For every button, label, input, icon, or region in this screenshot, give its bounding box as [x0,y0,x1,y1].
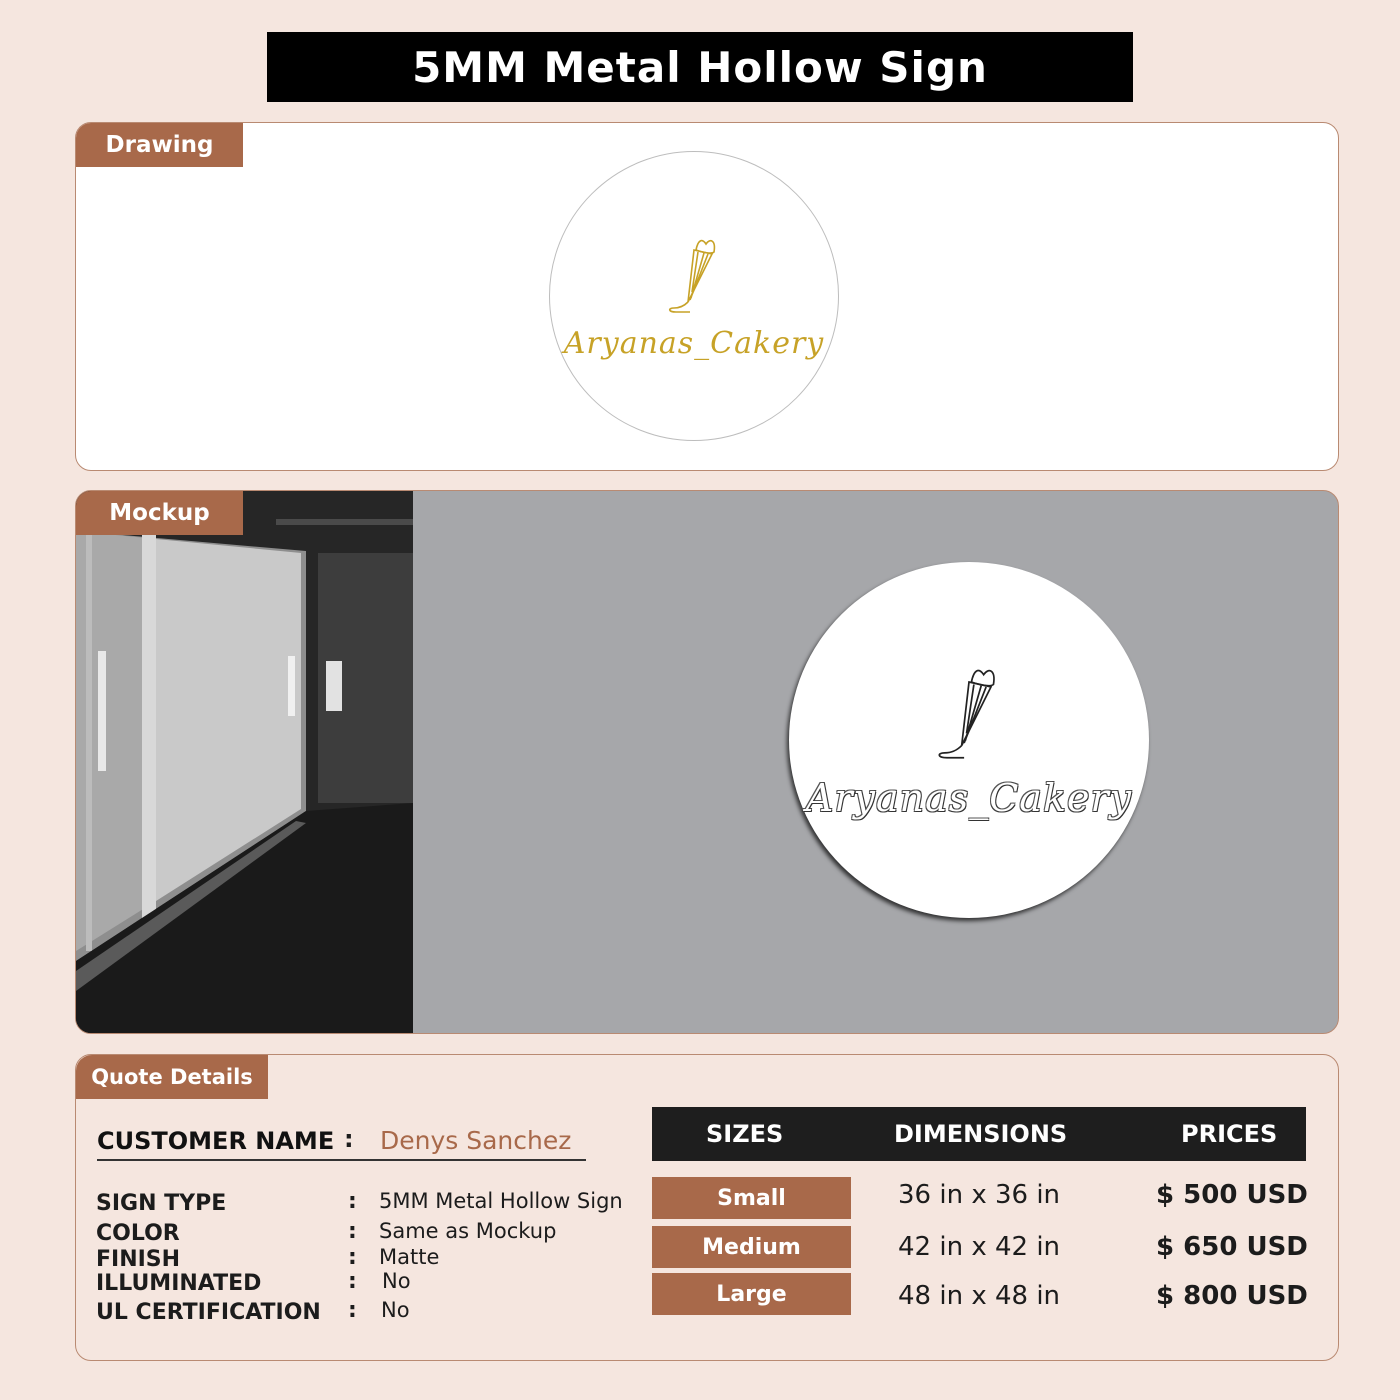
spec-label: COLOR [96,1221,180,1246]
quote-panel [75,1054,1339,1361]
spec-value: No [382,1269,411,1293]
size-small-button[interactable]: Small [652,1177,851,1219]
quote-tab: Quote Details [76,1055,268,1099]
spec-value: Matte [379,1245,440,1269]
spec-value: No [381,1298,410,1322]
price-small: $ 500 USD [1156,1180,1308,1210]
spec-colon: : [348,1298,357,1323]
dimension-small: 36 in x 36 in [898,1180,1061,1210]
spec-label: FINISH [96,1247,181,1272]
office-interior-image [76,491,413,1034]
mockup-panel [75,490,1339,1034]
mockup-logo-text: Aryanas_Cakery [805,776,1133,820]
price-large: $ 800 USD [1156,1281,1308,1311]
header-prices: PRICES [1181,1120,1278,1148]
spec-value: 5MM Metal Hollow Sign [379,1189,623,1213]
drawing-panel [75,122,1339,471]
spec-colon: : [348,1245,357,1270]
customer-colon: : [344,1125,354,1153]
price-table-header [652,1107,1306,1161]
drawing-logo-text: Aryanas_Cakery [563,325,825,361]
size-large-button[interactable]: Large [652,1273,851,1315]
drawing-tab: Drawing [76,123,243,167]
spec-value: Same as Mockup [379,1219,557,1243]
dimension-large: 48 in x 48 in [898,1281,1061,1311]
spec-label: UL CERTIFICATION [96,1300,321,1325]
spec-colon: : [348,1269,357,1294]
piping-bag-icon [919,660,1019,770]
mockup-sign-circle [789,562,1149,918]
header-dimensions: DIMENSIONS [894,1120,1068,1148]
spec-label: ILLUMINATED [96,1271,262,1296]
drawing-logo-circle [549,151,839,441]
customer-name-label: CUSTOMER NAME [97,1127,335,1155]
header-sizes: SIZES [706,1120,784,1148]
mockup-tab: Mockup [76,491,243,535]
dimension-medium: 42 in x 42 in [898,1232,1061,1262]
spec-label: SIGN TYPE [96,1191,227,1216]
customer-name-value: Denys Sanchez [380,1126,572,1155]
customer-underline [97,1159,586,1161]
spec-colon: : [348,1189,357,1214]
piping-bag-icon [654,232,734,322]
size-medium-button[interactable]: Medium [652,1226,851,1268]
price-medium: $ 650 USD [1156,1232,1308,1262]
page-title: 5MM Metal Hollow Sign [267,32,1133,102]
spec-colon: : [348,1219,357,1244]
